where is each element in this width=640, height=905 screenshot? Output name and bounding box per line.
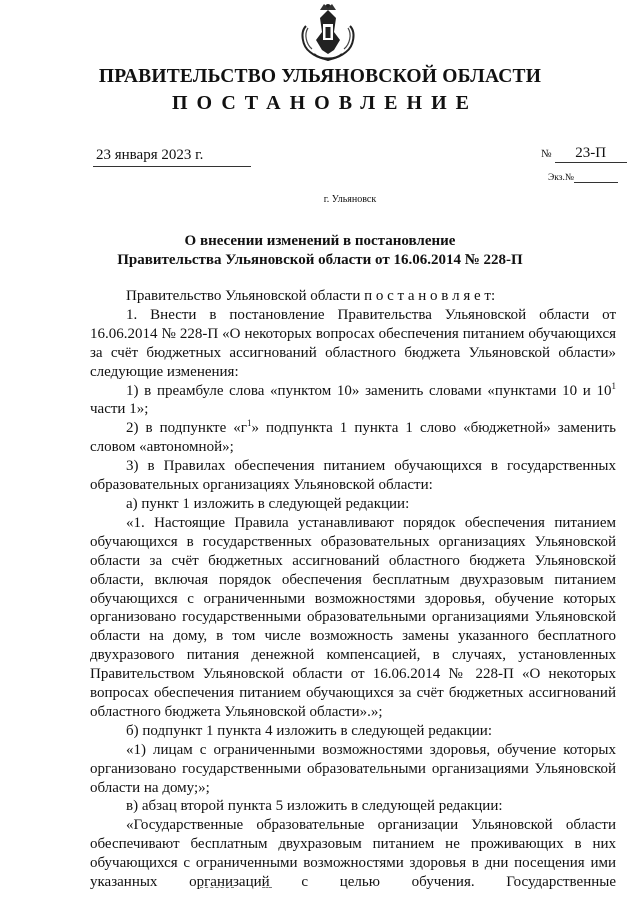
paragraph-text: части 1»;: [90, 401, 149, 418]
date-underline: [93, 166, 251, 167]
copy-underline: [574, 173, 618, 183]
superscript: 1: [611, 380, 616, 391]
copy-number: [548, 173, 618, 183]
paragraph-rule-1: «1. Настоящие Правила устанавливают порядок обеспечения питанием обучающихся в государственных образовательных организациях Ульяновской области за счёт бюджетных ассигнований областного бюджета Ульяновской области, включая порядок обеспечения бесплатным двухразовым питанием обучающихся с ограниченными возможностями здоровья, обучение которых организовано государственными образовательными организациями Ульяновской области на дому, в том числе возможность замены указанного бесплатного двухразового питания денежной компенсацией, в случаях, установленных Правительством Ульяновской области от 16.06.2014 № 228-П «О некоторых вопросах обеспечения питанием обучающихся за счёт бюджетных ассигнований областного бюджета Ульяновской области».»;: [90, 514, 616, 720]
paragraph-state-orgs: «Государственные образовательные организации Ульяновской области обеспечивают бесплатным двухразовым питанием не проживающих в них обучающихся с ограниченными возможностями здоровья в дни посещения ими указанных организаций с целью обучения. Государственные: [90, 817, 616, 891]
government-title: ПРАВИТЕЛЬСТВО УЛЬЯНОВСКОЙ ОБЛАСТИ: [98, 66, 542, 87]
document-body: [90, 287, 616, 892]
city: г. Ульяновск: [323, 194, 377, 205]
paragraph-1-1: [90, 382, 616, 420]
paragraph-1: 1. Внести в постановление Правительства Ульяновской области от 16.06.2014 № 228-П «О некоторых вопросах обеспечения питанием обучающихся за счёт бюджетных ассигнований областного бюджета Ульяновской области» следующие изменения:: [90, 306, 616, 380]
page-mark: [262, 887, 272, 889]
page-mark: [200, 887, 234, 889]
document-type: ПОСТАНОВЛЕНИЕ: [172, 92, 478, 114]
paragraph-1-2: [90, 419, 616, 457]
paragraph-text: » подпункта 1 пункта 1 слово «бюджетной» заменить словом «автономной»;: [90, 420, 616, 456]
paragraph-subitem-1: «1) лицам с ограниченными возможностями здоровья, обучение которых организовано государственными образовательными организациями Ульяновской области на дому;»;: [90, 741, 616, 796]
document-subject: [0, 232, 640, 270]
number-value: 23-П: [555, 145, 627, 163]
coat-of-arms-icon: [296, 2, 360, 64]
paragraph-b: б) подпункт 1 пункта 4 изложить в следующей редакции:: [126, 722, 492, 739]
subject-line-2: Правительства Ульяновской области от 16.06.2014 № 228-П: [117, 252, 523, 268]
subject-line-1: О внесении изменений в постановление: [184, 233, 456, 249]
paragraph-a: а) пункт 1 изложить в следующей редакции:: [126, 495, 410, 512]
paragraph-v: в) абзац второй пункта 5 изложить в следующей редакции:: [126, 798, 503, 815]
copy-label: Экз.№: [548, 173, 574, 183]
number-sign: №: [541, 148, 552, 160]
paragraph-text: 2) в подпункте «г: [126, 420, 247, 437]
superscript: 1: [246, 418, 252, 429]
document-number: [541, 145, 627, 163]
paragraph-preamble: Правительство Ульяновской области п о с т а н о в л я е т:: [126, 288, 496, 304]
document-date: 23 января 2023 г.: [96, 147, 204, 163]
paragraph-text: 1) в преамбуле слова «пунктом 10» заменить словами «пунктами 10 и 10: [126, 382, 612, 399]
paragraph-1-3: 3) в Правилах обеспечения питанием обучающихся в государственных образовательных организациях Ульяновской области:: [90, 458, 616, 494]
